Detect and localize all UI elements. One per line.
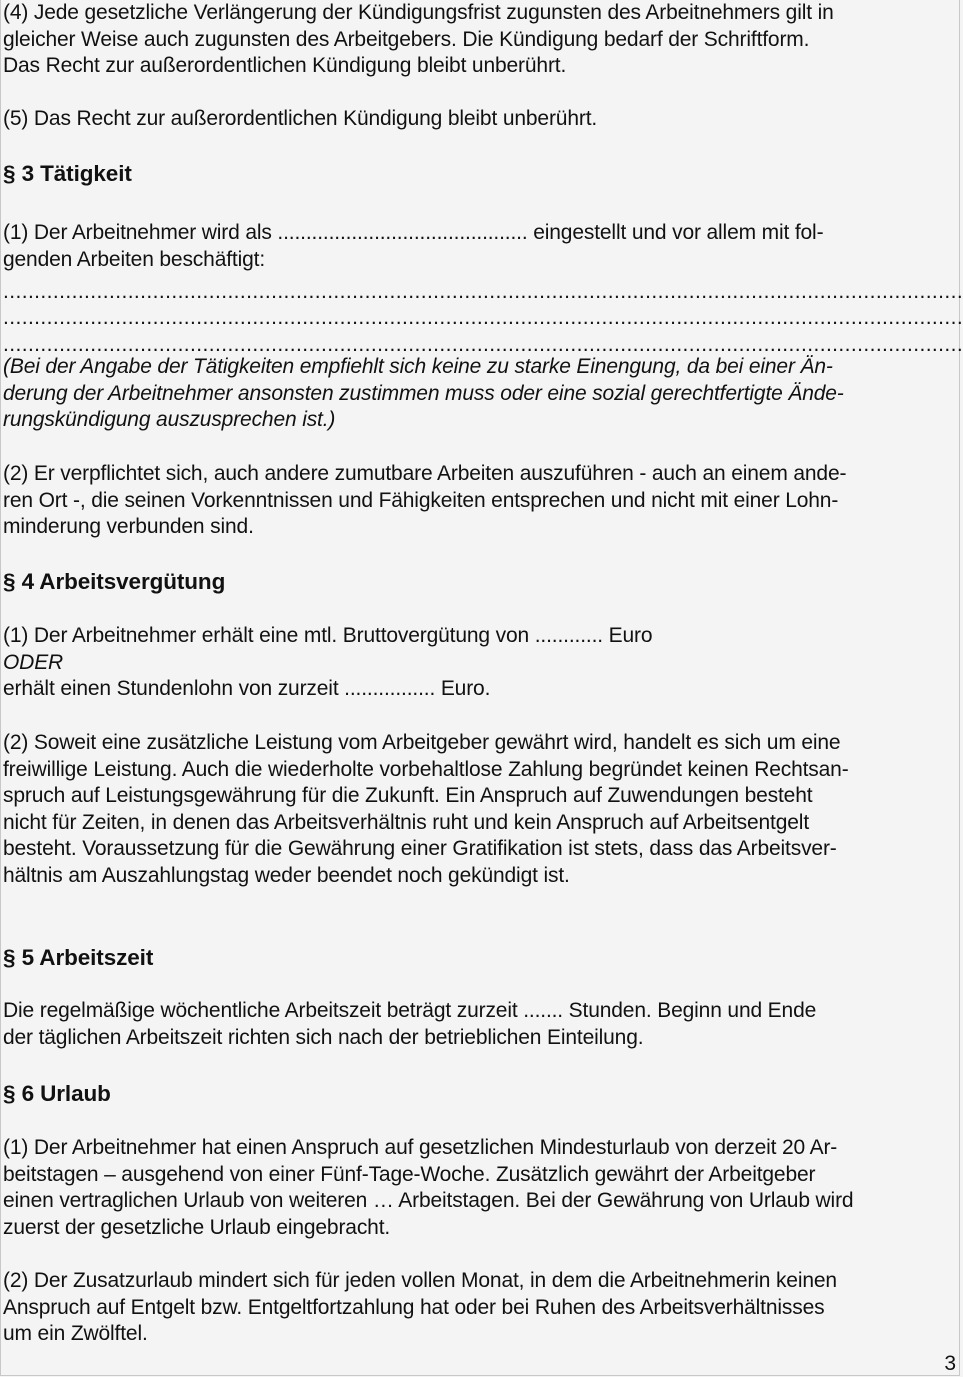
text-line: (1) Der Arbeitnehmer hat einen Anspruch auf gesetzlichen Mindesturlaub von derzeit 20 Ar-	[3, 1136, 838, 1159]
text-line: nicht für Zeiten, in denen das Arbeitsverhältnis ruht und kein Anspruch auf Arbeitsentgelt	[3, 810, 810, 834]
text-line: beitstagen – ausgehend von einer Fünf-Tage-Woche. Zusätzlich gewährt der Arbeitgeber	[3, 1162, 816, 1186]
text-line: derung der Arbeitnehmer ansonsten zustimmen muss oder eine sozial gerechtfertigte Ände-	[3, 381, 844, 405]
text-line: zuerst der gesetzliche Urlaub eingebracht.	[3, 1215, 391, 1239]
text-line: Anspruch auf Entgelt bzw. Entgeltfortzahlung hat oder bei Ruhen des Arbeitsverhältnisses	[3, 1295, 825, 1319]
text-line: besteht. Voraussetzung für die Gewährung einer Gratifikation ist stets, dass das Arbeitsver-	[3, 837, 837, 861]
text-line: Das Recht zur außerordentlichen Kündigung bleibt unberührt.	[3, 54, 567, 78]
text-line: einen vertraglichen Urlaub von weiteren … Arbeitstagen. Bei der Gewährung von Urlaub wird	[3, 1189, 854, 1213]
fill-in-line: ..........................................................................................................................................................	[3, 306, 963, 329]
section-heading-3: § 3 Tätigkeit	[3, 161, 132, 186]
page-number: 3	[944, 1352, 956, 1375]
paragraph-2-5: (5) Das Recht zur außerordentlichen Kündigung bleibt unberührt.	[3, 107, 598, 130]
text-line: Die regelmäßige wöchentliche Arbeitszeit beträgt zurzeit ....... Stunden. Beginn und Ende	[3, 999, 817, 1022]
paragraph-5	[3, 998, 959, 1051]
text-line: (4) Jede gesetzliche Verlängerung der Kündigungsfrist zugunsten des Arbeitnehmers gilt in	[3, 1, 834, 24]
paragraph-4-1-oder: ODER	[3, 651, 64, 674]
section-heading-5: § 5 Arbeitszeit	[3, 945, 154, 970]
fill-in-line: ..........................................................................................................................................................	[3, 333, 963, 356]
section-heading-4: § 4 Arbeitsvergütung	[3, 569, 226, 594]
text-line: (2) Soweit eine zusätzliche Leistung vom Arbeitgeber gewährt wird, handelt es sich um eine	[3, 731, 841, 754]
text-line: der täglichen Arbeitszeit richten sich nach der betrieblichen Einteilung.	[3, 1025, 644, 1049]
fill-in-line: ..........................................................................................................................................................	[3, 280, 963, 303]
paragraph-3-2	[3, 461, 959, 541]
text-line: rungskündigung auszusprechen ist.)	[3, 408, 336, 432]
text-line: hältnis am Auszahlungstag weder beendet noch gekündigt ist.	[3, 863, 570, 887]
paragraph-2-4	[3, 0, 959, 80]
text-line: (2) Er verpflichtet sich, auch andere zumutbare Arbeiten auszuführen - auch an einem ande-	[3, 462, 847, 485]
paragraph-4-2	[3, 730, 959, 890]
text-line: minderung verbunden sind.	[3, 515, 254, 539]
text-line: gleicher Weise auch zugunsten des Arbeitgebers. Die Kündigung bedarf der Schriftform.	[3, 27, 810, 51]
text-line: (1) Der Arbeitnehmer wird als ............................................ eingestellt und vor allem mit fol-	[3, 221, 824, 244]
paragraph-6-2	[3, 1268, 959, 1348]
text-line: ren Ort -, die seinen Vorkenntnissen und Fähigkeiten entsprechen und nicht mit einer Lohn-	[3, 488, 839, 512]
section-heading-6: § 6 Urlaub	[3, 1081, 111, 1106]
paragraph-4-1-monthly: (1) Der Arbeitnehmer erhält eine mtl. Bruttovergütung von ............ Euro	[3, 624, 653, 647]
paragraph-4-1-hourly: erhält einen Stundenlohn von zurzeit ................ Euro.	[3, 677, 491, 700]
paragraph-6-1	[3, 1135, 959, 1241]
text-line: (2) Der Zusatzurlaub mindert sich für jeden vollen Monat, in dem die Arbeitnehmerin keinen	[3, 1269, 837, 1292]
text-line: freiwillige Leistung. Auch die wiederholte vorbehaltlose Zahlung begründet keinen Rechtsan-	[3, 757, 849, 781]
note-italic	[3, 354, 959, 434]
text-line: genden Arbeiten beschäftigt:	[3, 247, 266, 271]
text-line: spruch auf Leistungsgewährung für die Zukunft. Ein Anspruch auf Zuwendungen besteht	[3, 784, 813, 808]
text-line: (Bei der Angabe der Tätigkeiten empfiehlt sich keine zu starke Einengung, da bei einer Än-	[3, 355, 833, 378]
paragraph-3-1	[3, 220, 959, 273]
text-line: um ein Zwölftel.	[3, 1322, 148, 1346]
